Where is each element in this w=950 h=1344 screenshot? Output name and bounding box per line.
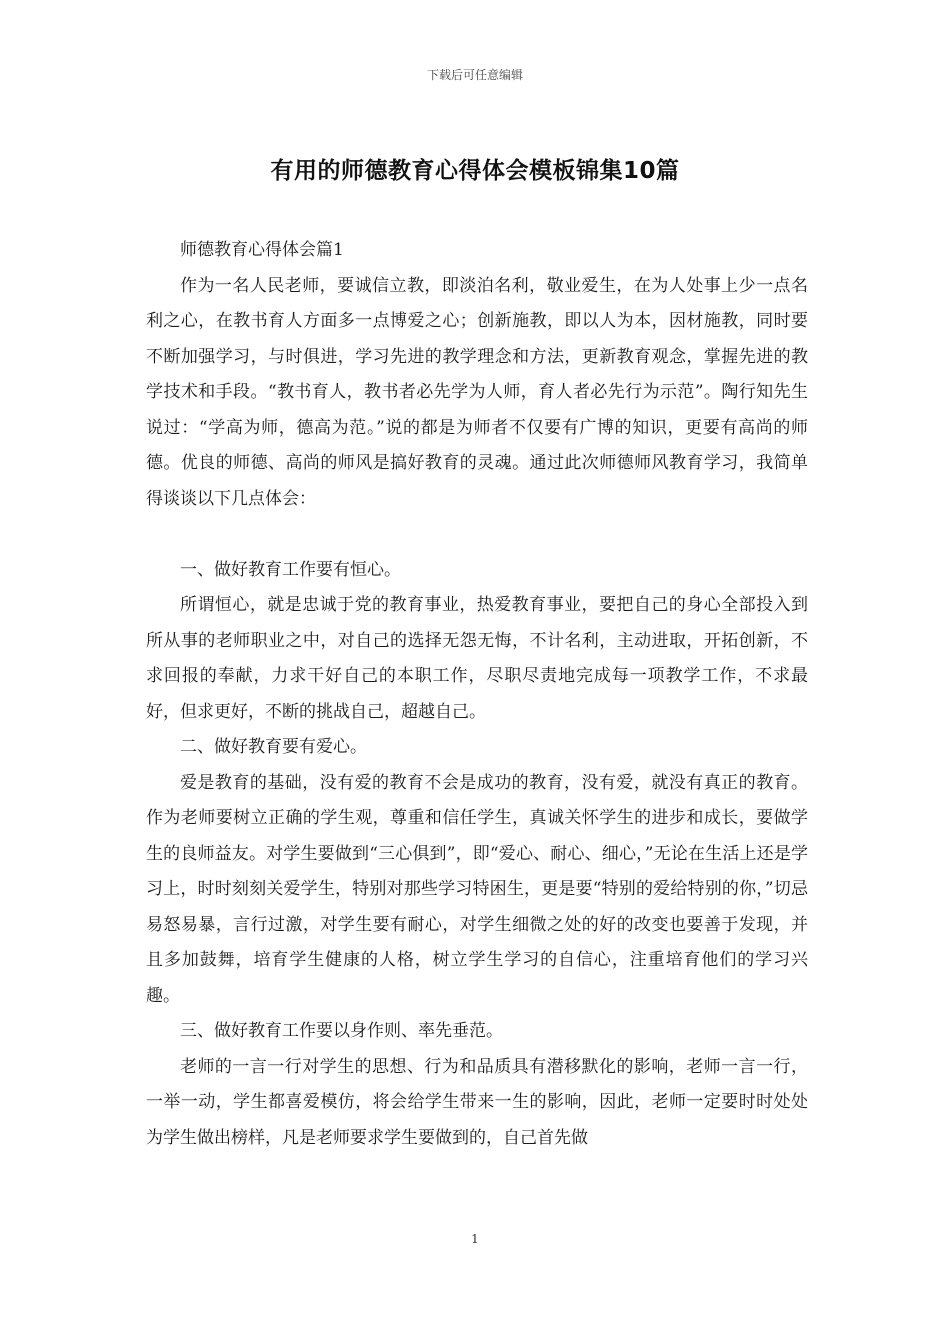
- document-title: 有用的师德教育心得体会模板锦集10篇: [270, 158, 680, 184]
- subheading-1: 一、做好教育工作要有恒心。: [180, 559, 401, 580]
- section-title: 师德教育心得体会篇1: [180, 240, 344, 260]
- blank-line: [146, 517, 808, 553]
- paragraph-intro: 作为一名人民老师，要诚信立教，即淡泊名利，敬业爱生，在为人处事上少一点名利之心，在教书育人方面多一点博爱之心；创新施教，即以人为本，因材施教，同时要不断加强学习，与时俱进，学习先进的教学理念和方法，更新教育观念，掌握先进的教学技术和手段。“教书育人，教书者必先学为人师，育人者必先行为示范”。陶行知先生说过：“学高为师，德高为范。”说的都是为师者不仅要有广博的知识，更要有高尚的师德。优良的师德、高尚的师风是搞好教育的灵魂。通过此次师德师风教育学习，我简单得谈谈以下几点体会：: [146, 275, 808, 509]
- subheading-3: 三、做好教育工作要以身作则、率先垂范。: [180, 1021, 503, 1041]
- paragraph-3: 老师的一言一行对学生的思想、行为和品质具有潜移默化的影响，老师一言一行，一举一动，学生都喜爱模仿，将会给学生带来一生的影响，因此，老师一定要时时处处为学生做出榜样，凡是老师要求学生要做到的，自己首先做: [146, 1056, 808, 1148]
- paragraph-1: 所谓恒心，就是忠诚于党的教育事业，热爱教育事业，要把自己的身心全部投入到所从事的老师职业之中，对自己的选择无怨无悔，不计名利，主动进取，开拓创新，不求回报的奉献，力求干好自己的本职工作，尽职尽责地完成每一项教学工作，不求最好，但求更好，不断的挑战自己，超越自己。: [146, 595, 808, 722]
- page-header: 下载后可任意编辑: [426, 68, 523, 82]
- paragraph-2: 爱是教育的基础，没有爱的教育不会是成功的教育，没有爱，就没有真正的教育。作为老师要树立正确的学生观，尊重和信任学生，真诚关怀学生的进步和成长，要做学生的良师益友。对学生要做到“三心俱到”，即“爱心、耐心、细心，”无论在生活上还是学习上，时时刻刻关爱学生，特别对那些学习特困生，更是要“特别的爱给特别的你，”切忌易怒易暴，言行过激，对学生要有耐心，对学生细微之处的好的改变也要善于发现，并且多加鼓舞，培育学生健康的人格，树立学生学习的自信心，注重培育他们的学习兴趣。: [146, 772, 808, 1006]
- subheading-2: 二、做好教育要有爱心。: [180, 737, 367, 757]
- page-number: 1: [471, 1232, 479, 1246]
- document-body: [146, 233, 808, 1156]
